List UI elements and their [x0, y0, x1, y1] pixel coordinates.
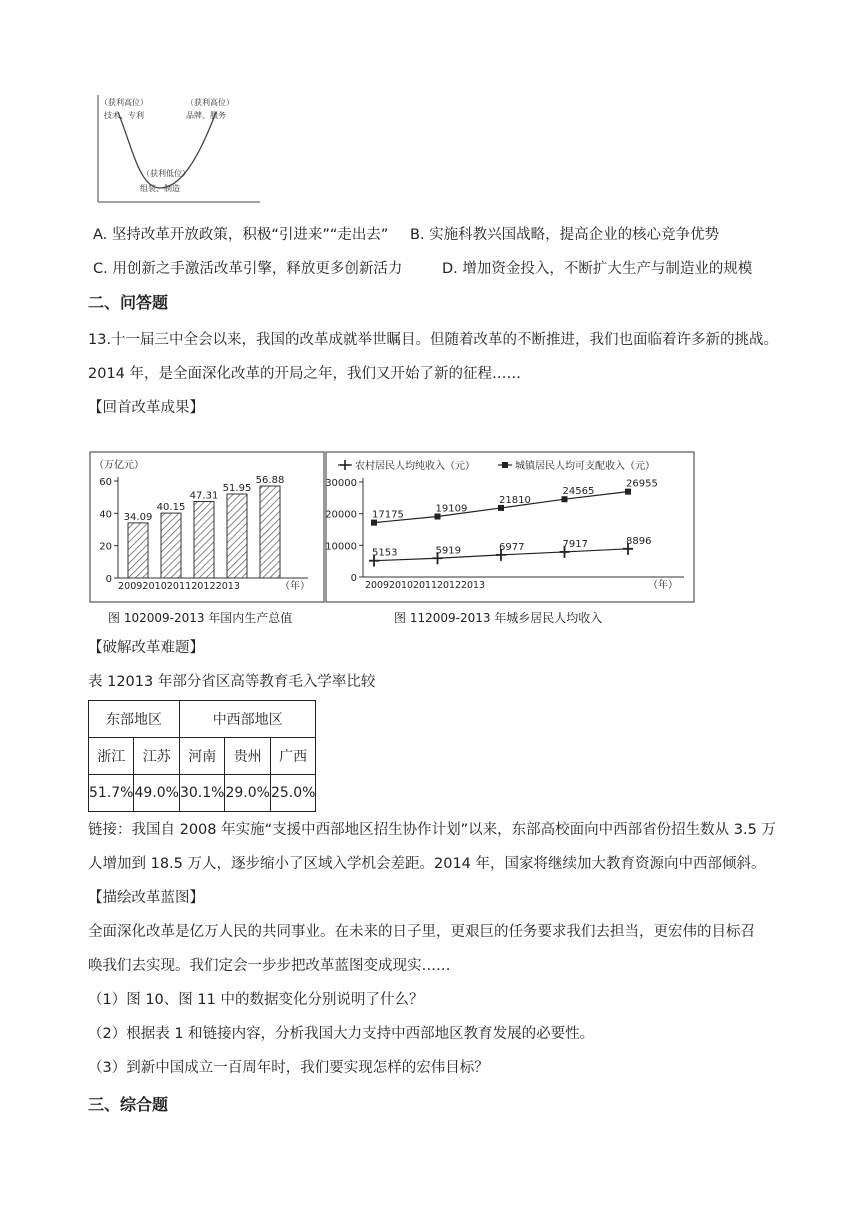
- gdp-bar: [260, 486, 280, 578]
- legend-rural-marker: [340, 460, 350, 470]
- charts-figure: [88, 448, 698, 630]
- smile-bottom-sub: 组装、制造: [140, 184, 180, 193]
- q13-line-2: 2014 年，是全面深化改革的开局之年，我们又开始了新的征程……: [88, 366, 522, 382]
- blueprint-heading: 【描绘改革蓝图】: [88, 890, 204, 906]
- gdp-bar: [128, 523, 148, 578]
- review-heading: 【回首改革成果】: [88, 400, 204, 416]
- table-row: [89, 775, 316, 812]
- table-rate: 29.0%: [225, 775, 270, 812]
- rural-income-label: 6977: [499, 541, 525, 553]
- income-y-tick-label: 30000: [325, 478, 357, 489]
- option-a: A. 坚持改革开放政策，积极“引进来”“走出去”: [93, 227, 389, 243]
- gdp-bar: [227, 494, 247, 578]
- rural-income-label: 5153: [372, 547, 398, 559]
- income-y-tick-label: 20000: [325, 509, 357, 521]
- blueprint-line-2: 唤我们去实现。我们定会一步步把改革蓝图变成现实……: [88, 958, 451, 974]
- income-chart-title: 图 112009-2013 年城乡居民人均收入: [394, 611, 603, 625]
- gdp-bar: [161, 513, 181, 578]
- section-3-heading: 三、综合题: [88, 1095, 169, 1114]
- sub-question-1: （1）图 10、图 11 中的数据变化分别说明了什么？: [88, 992, 424, 1008]
- table-rate: 49.0%: [134, 775, 179, 812]
- crack-heading: 【破解改革难题】: [88, 640, 204, 656]
- urban-income-label: 26955: [626, 478, 658, 490]
- table-rate: 25.0%: [270, 775, 315, 812]
- enrollment-table: [88, 700, 316, 812]
- urban-income-label: 21810: [499, 494, 531, 506]
- table-caption: 表 12013 年部分省区高等教育毛入学率比较: [88, 674, 376, 690]
- income-y-tick-label: 0: [350, 573, 357, 584]
- gdp-value-label: 47.31: [189, 490, 219, 502]
- table-rate: 51.7%: [89, 775, 134, 812]
- gdp-y-tick-label: 0: [105, 574, 112, 585]
- rural-income-label: 5919: [435, 545, 461, 557]
- table-province: 河南: [179, 738, 224, 775]
- smile-curve-figure: [88, 90, 268, 215]
- gdp-x-unit-label: （年）: [280, 581, 310, 592]
- gdp-y-tick-label: 60: [99, 477, 112, 488]
- rural-income-label: 7917: [562, 538, 588, 550]
- legend-rural-label: 农村居民人均纯收入（元）: [355, 461, 475, 472]
- gdp-value-label: 34.09: [123, 511, 153, 523]
- gdp-value-label: 40.15: [156, 502, 186, 514]
- sub-question-3: （3）到新中国成立一百周年时，我们要实现怎样的宏伟目标？: [88, 1060, 489, 1076]
- q13-line-1: 13.十一届三中全会以来，我国的改革成就举世瞩目。但随着改革的不断推进，我们也面临着许多新的挑战。: [88, 332, 779, 348]
- urban-income-label: 19109: [435, 503, 468, 515]
- table-group-east: 东部地区: [89, 701, 180, 738]
- smile-left-sub: 技术、专利: [104, 111, 144, 120]
- gdp-y-tick-label: 40: [99, 509, 112, 521]
- table-province: 贵州: [225, 738, 270, 775]
- option-c: C. 用创新之手激活改革引擎，释放更多创新活力: [93, 261, 403, 277]
- legend-urban-label: 城镇居民人均可支配收入（元）: [515, 461, 655, 472]
- gdp-value-label: 51.95: [222, 483, 252, 495]
- smile-right-sub: 品牌、服务: [186, 111, 226, 120]
- income-x-unit-label: （年）: [648, 580, 678, 591]
- gdp-chart-title: 图 102009-2013 年国内生产总值: [108, 611, 293, 625]
- sub-question-2: （2）根据表 1 和链接内容，分析我国大力支持中西部地区教育发展的必要性。: [88, 1026, 595, 1042]
- option-d: D. 增加资金投入，不断扩大生产与制造业的规模: [442, 261, 753, 277]
- smile-bottom-label: （获利低位）: [142, 169, 190, 178]
- table-rate: 30.1%: [179, 775, 224, 812]
- urban-income-label: 24565: [562, 486, 595, 498]
- income-y-tick-label: 10000: [325, 541, 357, 553]
- gdp-chart: [94, 458, 310, 592]
- section-2-heading: 二、问答题: [88, 293, 169, 312]
- table-row: [89, 701, 316, 738]
- gdp-x-tick-label: 20092010201120122013: [118, 581, 240, 592]
- link-line-2: 人增加到 18.5 万人，逐步缩小了区域入学机会差距。2014 年，国家将继续加大教育资源向中西部倾斜。: [88, 856, 766, 872]
- gdp-value-label: 56.88: [255, 475, 285, 487]
- gdp-y-unit-label: （万亿元）: [94, 460, 144, 471]
- link-line-1: 链接：我国自 2008 年实施“支援中西部地区招生协作计划”以来，东部高校面向中西部省份招生数从 3.5 万: [88, 822, 776, 838]
- option-b: B. 实施科教兴国战略，提高企业的核心竞争优势: [410, 227, 720, 243]
- blueprint-line-1: 全面深化改革是亿万人民的共同事业。在未来的日子里，更艰巨的任务要求我们去担当，更宏伟的目标召: [88, 924, 755, 940]
- smile-right-label: （获利高位）: [186, 98, 234, 107]
- table-province: 广西: [270, 738, 315, 775]
- table-group-midwest: 中西部地区: [179, 701, 315, 738]
- urban-income-label: 17175: [372, 509, 404, 521]
- income-chart: [325, 459, 684, 591]
- table-province: 浙江: [89, 738, 134, 775]
- gdp-y-tick-label: 20: [99, 541, 112, 553]
- legend-urban-marker: [502, 462, 508, 468]
- income-x-tick-label: 20092010201120122013: [365, 580, 485, 591]
- smile-left-label: （获利高位）: [100, 98, 148, 107]
- rural-income-label: 8896: [626, 535, 652, 547]
- table-row: [89, 738, 316, 775]
- gdp-bar: [194, 502, 214, 578]
- table-province: 江苏: [134, 738, 179, 775]
